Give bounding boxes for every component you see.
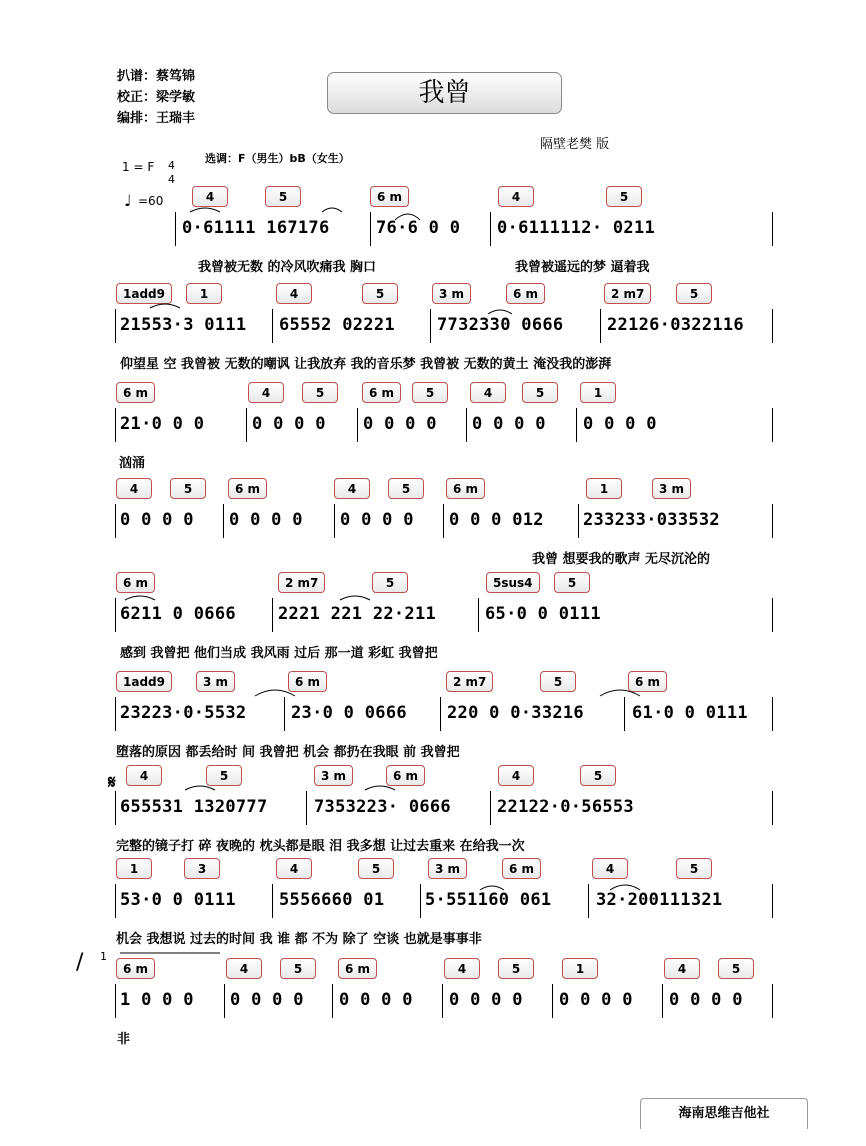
barline	[772, 309, 773, 343]
measure-notes: 0 0 0 0	[559, 990, 633, 1010]
credits	[117, 66, 195, 129]
chord-box: 1	[562, 958, 598, 979]
barline	[420, 884, 421, 918]
chord-box: 5	[580, 765, 616, 786]
chord-box: 6 m	[338, 958, 377, 979]
chord-box: 1	[116, 858, 152, 879]
measure-notes: 0 0 0 0	[583, 414, 657, 434]
time-bottom: 4	[168, 173, 175, 186]
measure-notes: 220 0 0·33216	[447, 703, 584, 723]
chord-box: 5	[606, 186, 642, 207]
chord-box: 5	[498, 958, 534, 979]
measure-notes: 0·61111 167176	[182, 218, 330, 238]
chord-box: 5	[170, 478, 206, 499]
chord-box: 6 m	[116, 958, 155, 979]
barline	[552, 984, 553, 1018]
chord-box: 3	[184, 858, 220, 879]
measure-notes: 0·6111112· 0211	[497, 218, 656, 238]
chord-box: 4	[664, 958, 700, 979]
barline	[115, 697, 116, 731]
credit-transcriber: 扒谱：蔡笃锦	[117, 69, 196, 84]
lyric-line: 仰望星 空 我曾被 无数的嘲讽 让我放弃 我的音乐梦 我曾被 无数的黄土 淹没我的澎湃	[120, 357, 612, 372]
measure-notes: 22122·0·56553	[497, 797, 634, 817]
chord-box: 5sus4	[486, 572, 540, 593]
measure-notes: 0 0 0 0	[669, 990, 743, 1010]
volta-mark: /	[76, 950, 84, 975]
chord-box: 5	[540, 671, 576, 692]
barline	[772, 884, 773, 918]
chord-box: 6 m	[386, 765, 425, 786]
key-selection: 选调：F（男生）bB（女生）	[205, 152, 350, 165]
tempo-block	[122, 159, 175, 210]
measure-notes: 21·0 0 0	[120, 414, 205, 434]
barline	[466, 408, 467, 442]
barline	[306, 791, 307, 825]
chord-box: 4	[498, 765, 534, 786]
measure-notes: 5·551160 061	[425, 890, 552, 910]
chord-box: 4	[592, 858, 628, 879]
chord-box: 1	[586, 478, 622, 499]
chord-box: 6 m	[502, 858, 541, 879]
chord-box: 3 m	[652, 478, 691, 499]
measure-notes: 0 0 0 0	[339, 990, 413, 1010]
barline	[772, 984, 773, 1018]
barline	[115, 984, 116, 1018]
footer-publisher: 海南思维吉他社	[640, 1098, 808, 1129]
measure-notes: 7732330 0666	[437, 315, 564, 335]
version-label: 隔壁老樊 版	[540, 137, 610, 152]
chord-box: 5	[412, 382, 448, 403]
chord-box: 4	[116, 478, 152, 499]
chord-box: 6 m	[362, 382, 401, 403]
chord-box: 3 m	[314, 765, 353, 786]
barline	[115, 408, 116, 442]
lyric-line: 堕落的原因 都丢给时 间 我曾把 机会 都扔在我眼 前 我曾把	[116, 745, 460, 760]
chord-box: 6 m	[506, 283, 545, 304]
barline	[588, 884, 589, 918]
lyric-line: 我曾被遥远的梦 逼着我	[515, 260, 650, 275]
chord-box: 6 m	[116, 572, 155, 593]
chord-box: 2 m7	[278, 572, 325, 593]
chord-box: 5	[522, 382, 558, 403]
measure-notes: 76·6 0 0	[376, 218, 461, 238]
barline	[357, 408, 358, 442]
chord-box: 5	[206, 765, 242, 786]
measure-notes: 655531 1320777	[120, 797, 268, 817]
chord-box: 4	[192, 186, 228, 207]
barline	[332, 984, 333, 1018]
barline	[115, 309, 116, 343]
barline	[772, 598, 773, 632]
measure-notes: 0 0 0 012	[449, 510, 544, 530]
barline	[284, 697, 285, 731]
measure-notes: 65552 02221	[279, 315, 395, 335]
barline	[772, 791, 773, 825]
measure-notes: 6211 0 0666	[120, 604, 236, 624]
measure-notes: 0 0 0 0	[252, 414, 326, 434]
measure-notes: 23223·0·5532	[120, 703, 247, 723]
measure-notes: 21553·3 0111	[120, 315, 247, 335]
measure-notes: 0 0 0 0	[340, 510, 414, 530]
chord-box: 2 m7	[604, 283, 651, 304]
lyric-line: 感到 我曾把 他们当成 我风雨 过后 那一道 彩虹 我曾把	[120, 646, 438, 661]
chord-box: 5	[554, 572, 590, 593]
chord-box: 5	[358, 858, 394, 879]
chord-box: 4	[226, 958, 262, 979]
measure-notes: 233233·033532	[583, 510, 720, 530]
time-top: 4	[168, 159, 175, 172]
measure-notes: 22126·0322116	[607, 315, 744, 335]
barline	[223, 504, 224, 538]
measure-notes: 0 0 0 0	[449, 990, 523, 1010]
barline	[662, 984, 663, 1018]
chord-box: 4	[276, 283, 312, 304]
chord-box: 5	[362, 283, 398, 304]
measure-notes: 65·0 0 0111	[485, 604, 601, 624]
measure-notes: 0 0 0 0	[363, 414, 437, 434]
lyric-line: 我曾被无数 的冷风吹痛我 胸口	[198, 260, 377, 275]
barline	[578, 504, 579, 538]
chord-box: 2 m7	[446, 671, 493, 692]
chord-box: 3 m	[428, 858, 467, 879]
chord-box: 6 m	[370, 186, 409, 207]
tempo-bpm: =60	[138, 194, 164, 208]
measure-notes: 32·200111321	[596, 890, 723, 910]
barline	[478, 598, 479, 632]
barline	[490, 791, 491, 825]
chord-box: 5	[280, 958, 316, 979]
chord-box: 6 m	[228, 478, 267, 499]
lyric-line: 完整的镜子打 碎 夜晚的 枕头都是眼 泪 我多想 让过去重来 在给我一次	[116, 839, 525, 854]
barline	[442, 984, 443, 1018]
chord-box: 4	[276, 858, 312, 879]
barline	[772, 408, 773, 442]
chord-box: 6 m	[446, 478, 485, 499]
chord-box: 5	[265, 186, 301, 207]
barline	[772, 212, 773, 246]
chord-box: 3 m	[432, 283, 471, 304]
chord-box: 5	[372, 572, 408, 593]
chord-box: 6 m	[288, 671, 327, 692]
barline	[772, 504, 773, 538]
barline	[115, 598, 116, 632]
barline	[115, 884, 116, 918]
barline	[272, 309, 273, 343]
chord-box: 1	[186, 283, 222, 304]
measure-notes: 0 0 0 0	[229, 510, 303, 530]
barline	[440, 697, 441, 731]
barline	[600, 309, 601, 343]
volta-number: 1	[100, 950, 107, 963]
chord-box: 5	[388, 478, 424, 499]
credit-proofreader: 校正：梁学敏	[117, 90, 196, 105]
measure-notes: 0 0 0 0	[472, 414, 546, 434]
barline	[772, 697, 773, 731]
measure-notes: 7353223· 0666	[314, 797, 451, 817]
chord-box: 5	[302, 382, 338, 403]
barline	[624, 697, 625, 731]
barline	[246, 408, 247, 442]
barline	[272, 884, 273, 918]
chord-box: 5	[718, 958, 754, 979]
measure-notes: 5556660 01	[279, 890, 385, 910]
barline	[175, 212, 176, 246]
lyric-line: 机会 我想说 过去的时间 我 谁 都 不为 除了 空谈 也就是事事非	[116, 932, 482, 947]
measure-notes: 2221 221 22·211	[278, 604, 437, 624]
barline	[272, 598, 273, 632]
measure-notes: 0 0 0 0	[230, 990, 304, 1010]
chord-box: 1add9	[116, 671, 172, 692]
chord-box: 1add9	[116, 283, 172, 304]
barline	[115, 504, 116, 538]
lyric-line: 非	[117, 1032, 131, 1047]
measure-notes: 53·0 0 0111	[120, 890, 236, 910]
measure-notes: 1 0 0 0	[120, 990, 194, 1010]
time-signature	[168, 159, 175, 187]
measure-notes: 23·0 0 0666	[291, 703, 407, 723]
lyric-line: 汹涌	[119, 456, 146, 471]
barline	[115, 791, 116, 825]
barline	[490, 212, 491, 246]
quarter-note-icon: ♩	[124, 191, 132, 210]
barline	[224, 984, 225, 1018]
barline	[430, 309, 431, 343]
chord-box: 4	[248, 382, 284, 403]
chord-box: 4	[334, 478, 370, 499]
barline	[443, 504, 444, 538]
chord-box: 4	[126, 765, 162, 786]
barline	[370, 212, 371, 246]
chord-box: 4	[498, 186, 534, 207]
measure-notes: 0 0 0 0	[120, 510, 194, 530]
chord-box: 3 m	[196, 671, 235, 692]
chord-box: 1	[580, 382, 616, 403]
song-title: 我曾	[327, 72, 562, 114]
credit-arranger: 编排：王瑞丰	[117, 111, 196, 126]
measure-notes: 61·0 0 0111	[632, 703, 748, 723]
chord-box: 4	[444, 958, 480, 979]
lyric-line: 我曾 想要我的歌声 无尽沉沦的	[532, 552, 711, 567]
barline	[576, 408, 577, 442]
chord-box: 6 m	[116, 382, 155, 403]
chord-box: 6 m	[628, 671, 667, 692]
chord-box: 4	[470, 382, 506, 403]
barline	[334, 504, 335, 538]
key-signature: 1 = F	[122, 160, 155, 174]
chord-box: 5	[676, 283, 712, 304]
segno-icon: 𝄋	[108, 772, 116, 793]
chord-box: 5	[676, 858, 712, 879]
